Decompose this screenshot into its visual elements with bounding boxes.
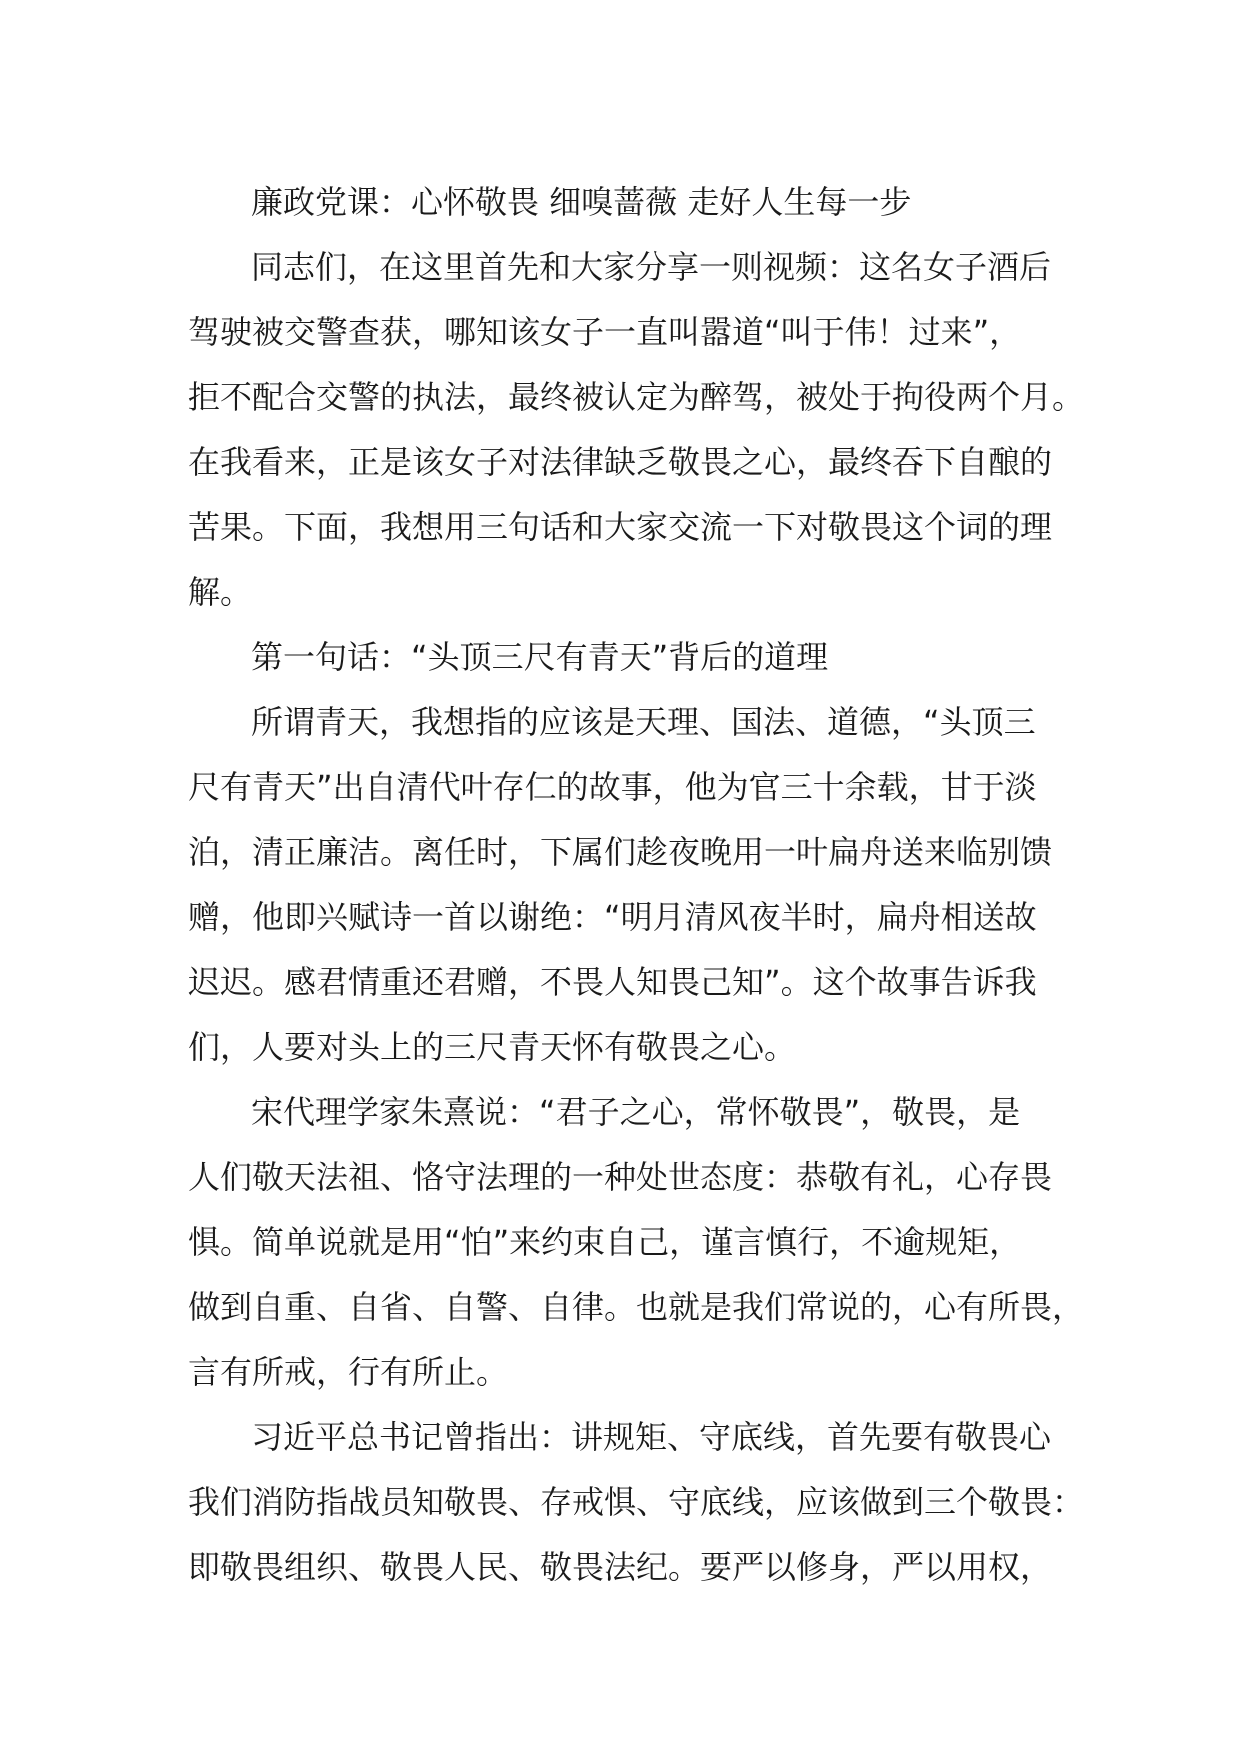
paragraph-line: 在我看来，正是该女子对法律缺乏敬畏之心，最终吞下自酿的 (188, 443, 1053, 481)
paragraph-line: 我们消防指战员知敬畏、存戒惧、守底线，应该做到三个敬畏： (188, 1483, 1085, 1521)
paragraph-line: 言有所戒，行有所止。 (188, 1353, 509, 1391)
paragraph-line: 即敬畏组织、敬畏人民、敬畏法纪。要严以修身，严以用权， (188, 1548, 1053, 1586)
section-heading: 第一句话：“头顶三尺有青天”背后的道理 (251, 638, 829, 676)
paragraph-line: 迟迟。感君情重还君赠，不畏人知畏己知”。这个故事告诉我 (188, 963, 1037, 1001)
paragraph-line: 苦果。下面，我想用三句话和大家交流一下对敬畏这个词的理 (188, 508, 1053, 546)
document-title: 廉政党课：心怀敬畏 细嗅蔷薇 走好人生每一步 (251, 183, 912, 221)
paragraph-line: 们，人要对头上的三尺青天怀有敬畏之心。 (188, 1028, 797, 1066)
paragraph-line: 同志们，在这里首先和大家分享一则视频：这名女子酒后 (251, 248, 1052, 286)
paragraph-line: 所谓青天，我想指的应该是天理、国法、道德，“头顶三 (251, 703, 1036, 741)
paragraph-line: 解。 (188, 573, 253, 611)
paragraph-line: 惧。简单说就是用“怕”来约束自己，谨言慎行，不逾规矩， (188, 1223, 1022, 1261)
paragraph-line: 人们敬天法祖、恪守法理的一种处世态度：恭敬有礼，心存畏 (188, 1158, 1053, 1196)
paragraph-line: 赠，他即兴赋诗一首以谢绝：“明月清风夜半时，扁舟相送故 (188, 898, 1037, 936)
paragraph-line: 尺有青天”出自清代叶存仁的故事，他为官三十余载，甘于淡 (188, 768, 1037, 806)
paragraph-line: 拒不配合交警的执法，最终被认定为醉驾，被处于拘役两个月。 (188, 378, 1085, 416)
paragraph-line: 习近平总书记曾指出：讲规矩、守底线，首先要有敬畏心 (251, 1418, 1052, 1456)
paragraph-line: 泊，清正廉洁。离任时，下属们趁夜晚用一叶扁舟送来临别馈 (188, 833, 1053, 871)
paragraph-line: 宋代理学家朱熹说：“君子之心，常怀敬畏”，敬畏，是 (251, 1093, 1021, 1131)
document-body (188, 170, 1088, 1600)
paragraph-line: 驾驶被交警查获，哪知该女子一直叫嚣道“叫于伟！过来”， (188, 313, 1022, 351)
paragraph-line: 做到自重、自省、自警、自律。也就是我们常说的，心有所畏， (188, 1288, 1085, 1326)
